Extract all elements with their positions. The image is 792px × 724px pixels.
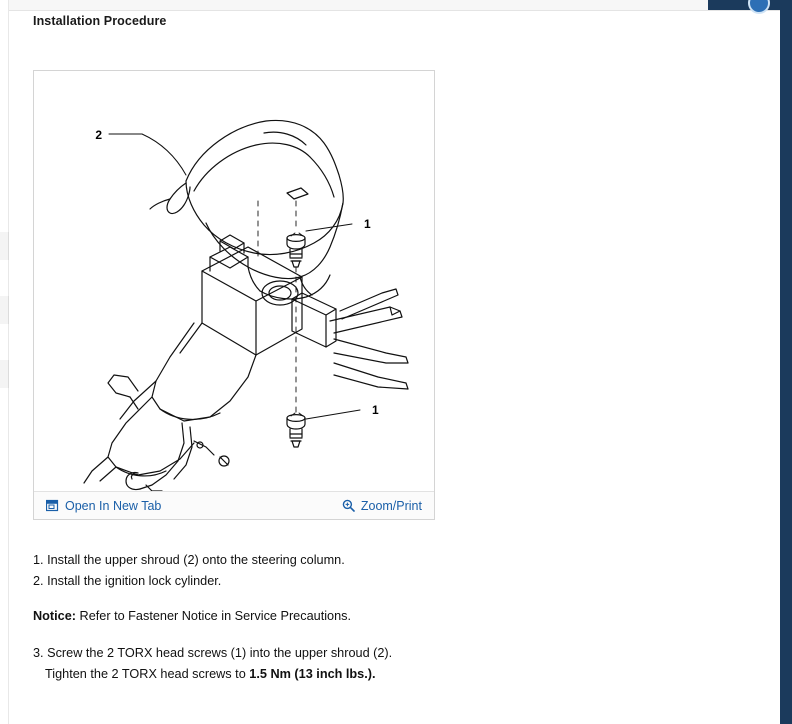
notice-block [33,609,733,623]
open-in-new-tab-button[interactable] [46,499,161,513]
notice-text: Refer to Fastener Notice in Service Precautions. [76,609,352,624]
notice-label: Notice: [33,609,76,624]
status-circle-badge [748,0,770,14]
zoom-print-label: Zoom/Print [360,498,422,513]
step-3-torque-value: 1.5 Nm (13 inch lbs.). [249,666,376,681]
figure-toolbar [34,491,434,519]
step-1: 1. Install the upper shroud (2) onto the steering column. [33,553,345,567]
left-page-edge [0,0,9,724]
figure-callout-1-lower: 1 [372,403,379,417]
step-3-torque [33,664,733,685]
figure-image [34,71,434,491]
step-3: 3. Screw the 2 TORX head screws (1) into the upper shroud (2). [33,646,393,661]
figure-container [33,70,435,520]
open-in-new-tab-label: Open In New Tab [65,498,162,513]
magnifier-icon [342,499,355,512]
steps-list-after-notice [33,643,733,684]
figure-callout-1-upper: 1 [364,217,371,231]
page-top-strip [0,0,792,11]
step-3-torque-prefix: Tighten the 2 TORX head screws to [45,666,250,681]
steps-list-before-notice [33,550,733,591]
open-in-new-tab-icon [46,499,59,512]
document-content [33,14,733,684]
step-2: 2. Install the ignition lock cylinder. [33,573,222,588]
page-title: Installation Procedure [33,14,167,28]
right-window-chrome [780,0,792,724]
zoom-print-button[interactable] [342,499,422,513]
figure-callout-2: 2 [95,128,102,142]
